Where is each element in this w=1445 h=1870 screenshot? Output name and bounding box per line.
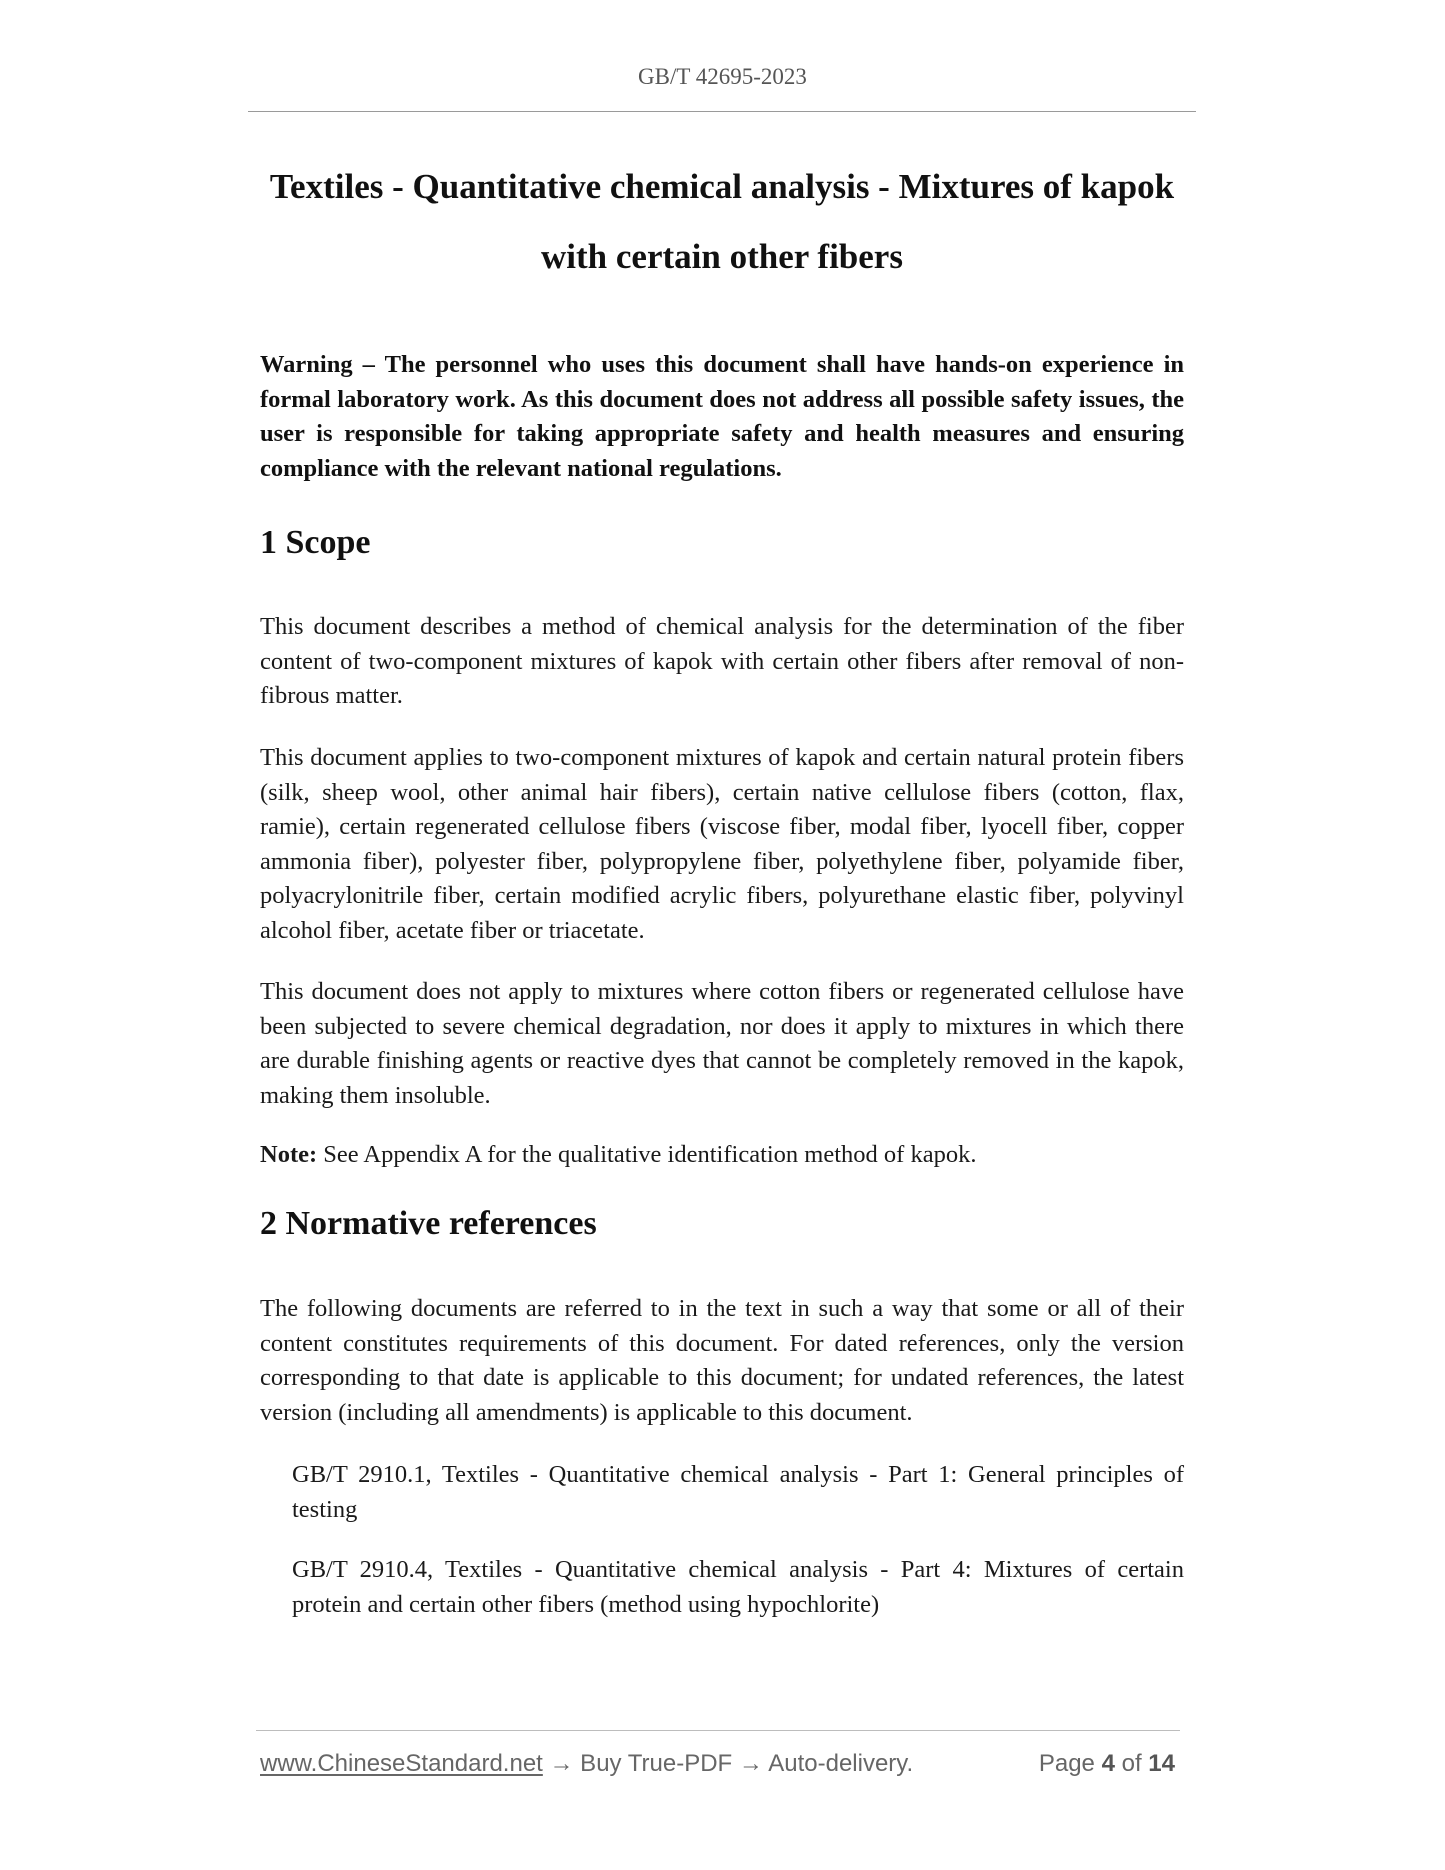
section-2-heading: 2 Normative references xyxy=(260,1205,597,1242)
footer-promo-text: → Buy True-PDF → Auto-delivery. xyxy=(542,1750,914,1777)
warning-paragraph: Warning – The personnel who uses this document shall have hands-on experience in formal laboratory work. As this document does not address all possible safety issues, the user is responsible for taking appropriate safety and health measures and ensuring compliance with the relevant national regulations. xyxy=(260,351,1184,482)
footer-promo xyxy=(260,1750,913,1778)
scope-paragraph-1: This document describes a method of chemical analysis for the determination of the fiber content of two-component mixtures of kapok with certain other fibers after removal of non-fibrous matter. xyxy=(260,613,1184,709)
header-divider xyxy=(248,111,1196,112)
document-title xyxy=(248,152,1196,292)
header-standard-code: GB/T 42695-2023 xyxy=(638,64,807,89)
note-label: Note: xyxy=(260,1141,318,1168)
footer-divider xyxy=(256,1730,1180,1731)
document-title-line-1: Textiles - Quantitative chemical analysis - Mixtures of kapok xyxy=(269,167,1175,206)
page-indicator xyxy=(1039,1750,1175,1778)
section-1-heading: 1 Scope xyxy=(260,524,371,561)
scope-paragraph-2: This document applies to two-component mixtures of kapok and certain natural protein fibers (silk, sheep wool, other animal hair fibers), certain native cellulose fibers (cotton, flax, ramie), certain regenerated cellulose fibers (viscose fiber, modal fiber, lyocell fiber, copper ammonia fiber), polyester fiber, polypropylene fiber, polyethylene fiber, polyamide fiber, polyacrylonitrile fiber, certain modified acrylic fibers, polyurethane elastic fiber, polyvinyl alcohol fiber, acetate fiber or triacetate. xyxy=(260,744,1184,944)
page-word: Page xyxy=(1038,1750,1095,1777)
document-title-line-2: with certain other fibers xyxy=(541,237,903,276)
note-text: See Appendix A for the qualitative identification method of kapok. xyxy=(317,1141,977,1168)
scope-note xyxy=(260,1138,1184,1173)
normative-references-intro: The following documents are referred to in the text in such a way that some or all of their content constitutes requirements of this document. For dated references, only the version corresponding to that date is applicable to this document; for undated references, the latest version (including all amendments) is applicable to this document. xyxy=(260,1295,1184,1426)
website-link[interactable]: www.ChineseStandard.net xyxy=(260,1750,543,1777)
reference-item: GB/T 2910.4, Textiles - Quantitative chemical analysis - Part 4: Mixtures of certain protein and certain other fibers (method using hypochlorite) xyxy=(292,1556,1184,1618)
reference-item: GB/T 2910.1, Textiles - Quantitative chemical analysis - Part 1: General principles of testing xyxy=(292,1461,1184,1523)
page-total: 14 xyxy=(1148,1750,1175,1777)
page-of: of xyxy=(1121,1750,1142,1777)
scope-paragraph-3: This document does not apply to mixtures where cotton fibers or regenerated cellulose have been subjected to severe chemical degradation, nor does it apply to mixtures in which there are durable finishing agents or reactive dyes that cannot be completely removed in the kapok, making them insoluble. xyxy=(260,978,1184,1109)
page-current: 4 xyxy=(1101,1750,1115,1777)
